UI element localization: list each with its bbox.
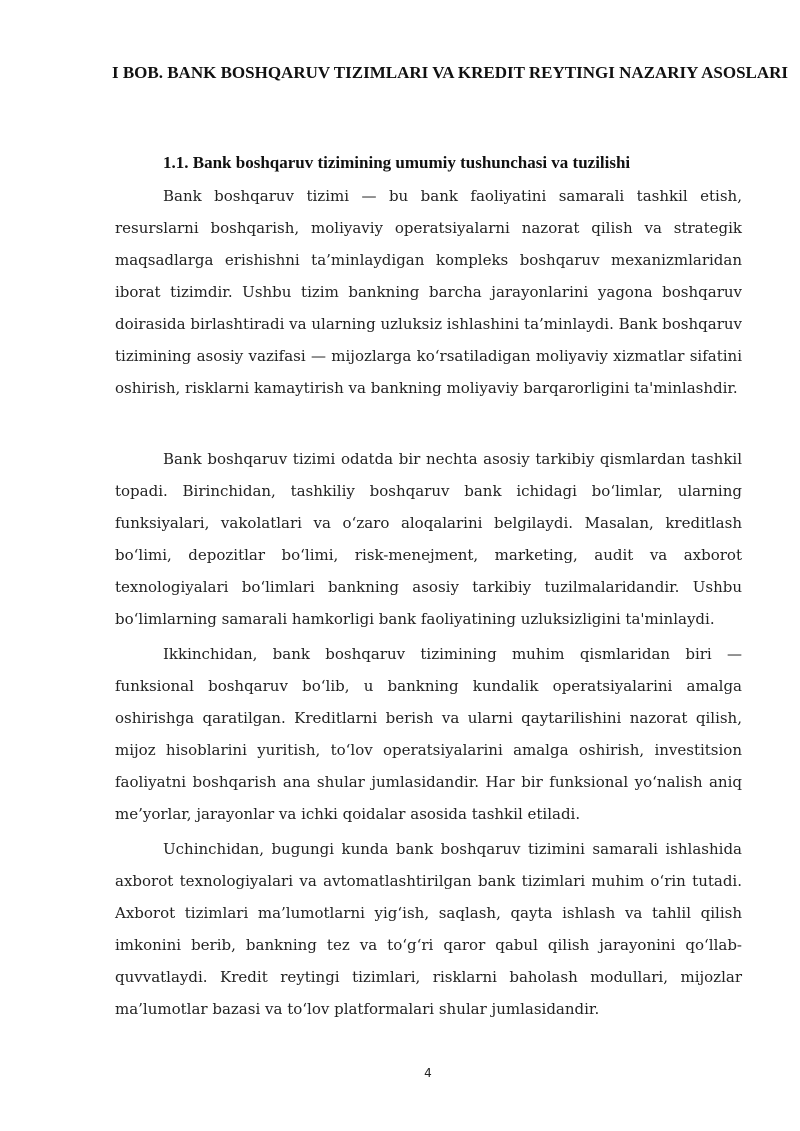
paragraph: Bank boshqaruv tizimi — bu bank faoliyatini samarali tashkil etish, resurslarni boshqarish, moliyaviy operatsiyalarni nazorat qilish va strategik maqsadlarga erishishni ta’minlaydigan kompleks boshqaruv mexanizmlaridan iborat tizimdir. Ushbu tizim bankning barcha jarayonlarini yagona boshqaruv doirasida birlashtiradi va ularning uzluksiz ishlashini ta’minlaydi. Bank boshqaruv tizimining asosiy vazifasi — mijozlarga ko‘rsatiladigan moliyaviy xizmatlar sifatini oshirish, risklarni kamaytirish va bankning moliyaviy barqarorligini ta'minlashdir.	[115, 187, 742, 397]
chapter-title: I BOB. BANK BOSHQARUV TIZIMLARI VA KREDIT REYTINGI NAZARIY ASOSLARI	[111, 63, 789, 82]
page-number: 4	[424, 1066, 432, 1080]
paragraph: Bank boshqaruv tizimi odatda bir nechta asosiy tarkibiy qismlardan tashkil topadi. Birinchidan, tashkiliy boshqaruv bank ichidagi bo‘limlar, ularning funksiyalari, vakolatlari va o‘zaro aloqalarini belgilaydi. Masalan, kreditlash bo‘limi, depozitlar bo‘limi, risk-menejment, marketing, audit va axborot texnologiyalari bo‘limlari bankning asosiy tarkibiy tuzilmalaridandir. Ushbu bo‘limlarning samarali hamkorligi bank faoliyatining uzluksizligini ta'minlaydi.	[115, 450, 742, 628]
paragraph: Ikkinchidan, bank boshqaruv tizimining muhim qismlaridan biri — funksional boshqaruv bo‘lib, u bankning kundalik operatsiyalarini amalga oshirishga qaratilgan. Kreditlarni berish va ularni qaytarilishini nazorat qilish, mijoz hisoblarini yuritish, to‘lov operatsiyalarini amalga oshirish, investitsion faoliyatni boshqarish ana shular jumlasidandir. Har bir funksional yo‘nalish aniq me’yorlar, jarayonlar va ichki qoidalar asosida tashkil etiladi.	[115, 645, 742, 823]
section-title: 1.1. Bank boshqaruv tizimining umumiy tushunchasi va tuzilishi	[163, 153, 631, 172]
paragraph: Uchinchidan, bugungi kunda bank boshqaruv tizimini samarali ishlashida axborot texnologiyalari va avtomatlashtirilgan bank tizimlari muhim o‘rin tutadi. Axborot tizimlari ma’lumotlarni yig‘ish, saqlash, qayta ishlash va tahlil qilish imkonini berib, bankning tez va to‘g‘ri qaror qabul qilish jarayonini qo‘llab-quvvatlaydi. Kredit reytingi tizimlari, risklarni baholash modullari, mijozlar ma’lumotlar bazasi va to‘lov platformalari shular jumlasidandir.	[115, 840, 742, 1018]
